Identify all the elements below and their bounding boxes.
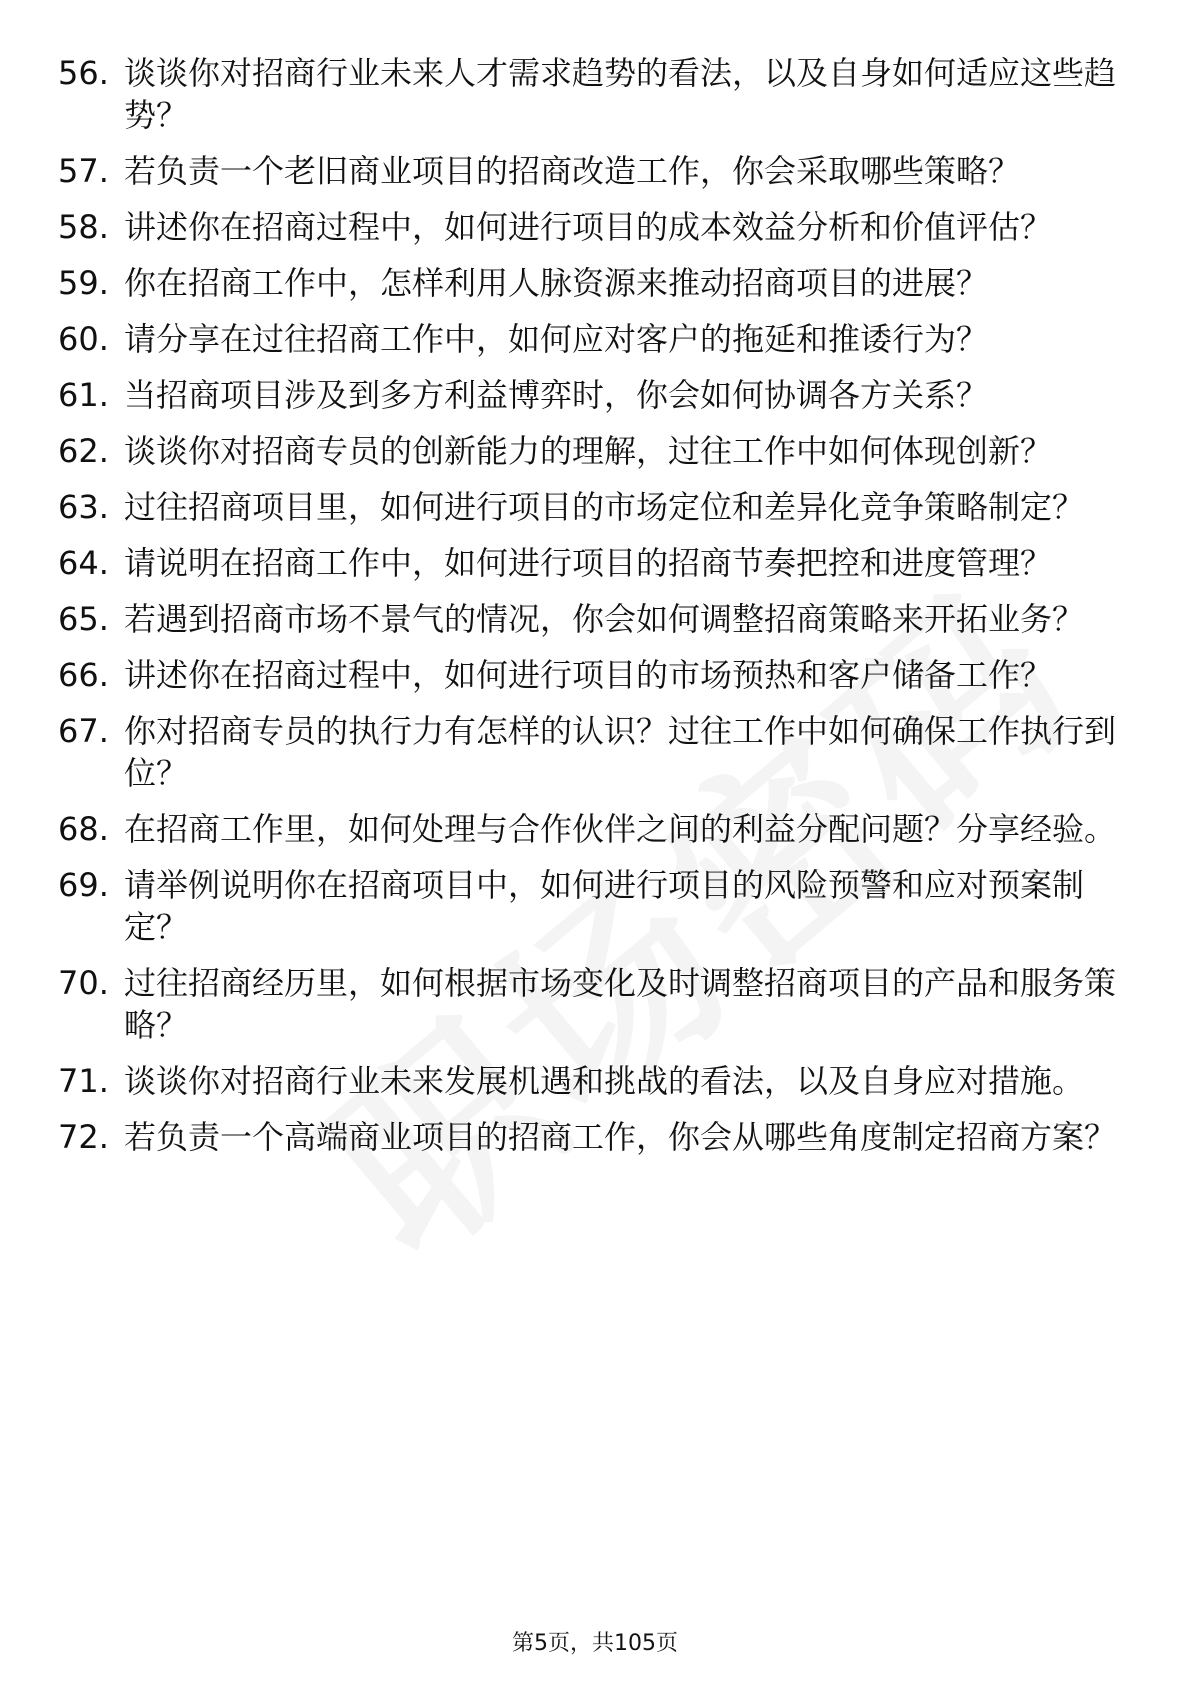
question-number: 59.: [58, 264, 109, 302]
question-text: 请举例说明你在招商项目中，如何进行项目的风险预警和应对预案制定？: [124, 866, 1085, 946]
question-number: 66.: [58, 656, 109, 694]
question-item: [58, 262, 1118, 304]
question-list: [58, 52, 1118, 1172]
question-text: 谈谈你对招商行业未来人才需求趋势的看法，以及自身如何适应这些趋势？: [124, 54, 1117, 134]
question-number: 69.: [58, 866, 109, 904]
question-number: 57.: [58, 152, 109, 190]
question-number: 64.: [58, 544, 109, 582]
question-number: 56.: [58, 54, 109, 92]
question-item: [58, 318, 1118, 360]
question-item: [58, 150, 1118, 192]
question-text: 当招商项目涉及到多方利益博弈时，你会如何协调各方关系？: [124, 376, 989, 414]
question-text: 谈谈你对招商专员的创新能力的理解，过往工作中如何体现创新？: [124, 432, 1053, 470]
question-number: 61.: [58, 376, 109, 414]
question-text: 请说明在招商工作中，如何进行项目的招商节奏把控和进度管理？: [124, 544, 1053, 582]
question-text: 若负责一个高端商业项目的招商工作，你会从哪些角度制定招商方案？: [124, 1118, 1117, 1156]
question-item: [58, 430, 1118, 472]
question-item: [58, 486, 1118, 528]
question-number: 68.: [58, 810, 109, 848]
question-text: 谈谈你对招商行业未来发展机遇和挑战的看法，以及自身应对措施。: [124, 1062, 1085, 1100]
question-item: [58, 962, 1118, 1046]
question-text: 讲述你在招商过程中，如何进行项目的成本效益分析和价值评估？: [124, 208, 1053, 246]
question-item: [58, 654, 1118, 696]
question-number: 70.: [58, 964, 109, 1002]
page-number-footer: 第5页，共105页: [512, 1631, 678, 1656]
question-text: 你对招商专员的执行力有怎样的认识？过往工作中如何确保工作执行到位？: [124, 712, 1117, 792]
question-number: 60.: [58, 320, 109, 358]
question-text: 你在招商工作中，怎样利用人脉资源来推动招商项目的进展？: [124, 264, 989, 302]
question-item: [58, 52, 1118, 136]
question-item: [58, 710, 1118, 794]
question-item: [58, 1116, 1118, 1158]
question-number: 67.: [58, 712, 109, 750]
question-number: 63.: [58, 488, 109, 526]
question-text: 若负责一个老旧商业项目的招商改造工作，你会采取哪些策略？: [124, 152, 1021, 190]
question-text: 若遇到招商市场不景气的情况，你会如何调整招商策略来开拓业务？: [124, 600, 1085, 638]
question-text: 过往招商经历里，如何根据市场变化及时调整招商项目的产品和服务策略？: [124, 964, 1117, 1044]
question-number: 58.: [58, 208, 109, 246]
question-number: 62.: [58, 432, 109, 470]
question-text: 在招商工作里，如何处理与合作伙伴之间的利益分配问题？分享经验。: [124, 810, 1117, 848]
question-item: [58, 598, 1118, 640]
question-item: [58, 542, 1118, 584]
question-text: 讲述你在招商过程中，如何进行项目的市场预热和客户储备工作？: [124, 656, 1053, 694]
question-item: [58, 1060, 1118, 1102]
question-number: 71.: [58, 1062, 109, 1100]
question-text: 过往招商项目里，如何进行项目的市场定位和差异化竞争策略制定？: [124, 488, 1085, 526]
question-number: 65.: [58, 600, 109, 638]
question-number: 72.: [58, 1118, 109, 1156]
question-text: 请分享在过往招商工作中，如何应对客户的拖延和推诿行为？: [124, 320, 989, 358]
question-item: [58, 374, 1118, 416]
question-item: [58, 206, 1118, 248]
question-item: [58, 864, 1118, 948]
question-item: [58, 808, 1118, 850]
